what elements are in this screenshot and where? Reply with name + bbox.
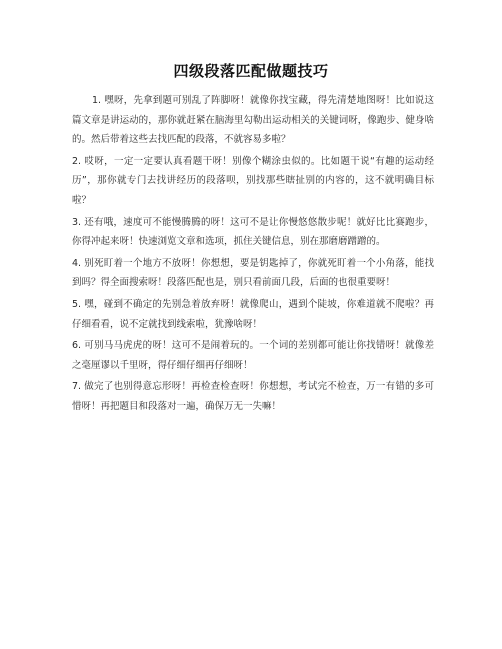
- paragraph-3: 3. 还有哦，速度可不能慢腾腾的呀！这可不是让你慢悠悠散步呢！就好比比赛跑步，你得冲起来呀！快速浏览文章和选项，抓住关键信息，别在那磨磨蹭蹭的。: [72, 216, 434, 248]
- paragraph-7: 7. 做完了也别得意忘形呀！再检查检查呀！你想想，考试完不检查，万一有错的多可惜呀！再把题目和段落对一遍，确保万无一失嘛！: [72, 381, 434, 412]
- document-title: 四级段落匹配做题技巧: [173, 62, 329, 80]
- paragraph-4: 4. 别死盯着一个地方不放呀！你想想，要是钥匙掉了，你就死盯着一个小角落，能找到吗？得全面搜索呀！段落匹配也是，别只看前面几段，后面的也很重要呀！: [72, 257, 434, 289]
- paragraph-1: 1. 嘿呀，先拿到题可别乱了阵脚呀！就像你找宝藏，得先清楚地图呀！比如说这篇文章是讲运动的，那你就赶紧在脑海里勾勒出运动相关的关键词呀，像跑步、健身啥的。然后带着这些去找匹配的段落，不就容易多啦？: [72, 95, 434, 146]
- paragraph-2: 2. 哎呀，一定一定要认真看题干呀！别像个糊涂虫似的。比如题干说“有趣的运动经历”，那你就专门去找讲经历的段落呗，别找那些瞎扯别的内容的，这不就明确目标啦？: [72, 155, 434, 206]
- paragraph-6: 6. 可别马马虎虎的呀！这可不是闹着玩的。一个词的差别都可能让你找错呀！就像差之毫厘谬以千里呀，得仔细仔细再仔细呀！: [72, 340, 434, 371]
- document-body: [72, 91, 434, 419]
- paragraph-5: 5. 嘿，碰到不确定的先别急着放弃呀！就像爬山，遇到个陡坡，你难道就不爬啦？再仔细看看，说不定就找到线索啦，犹豫啥呀！: [72, 298, 434, 330]
